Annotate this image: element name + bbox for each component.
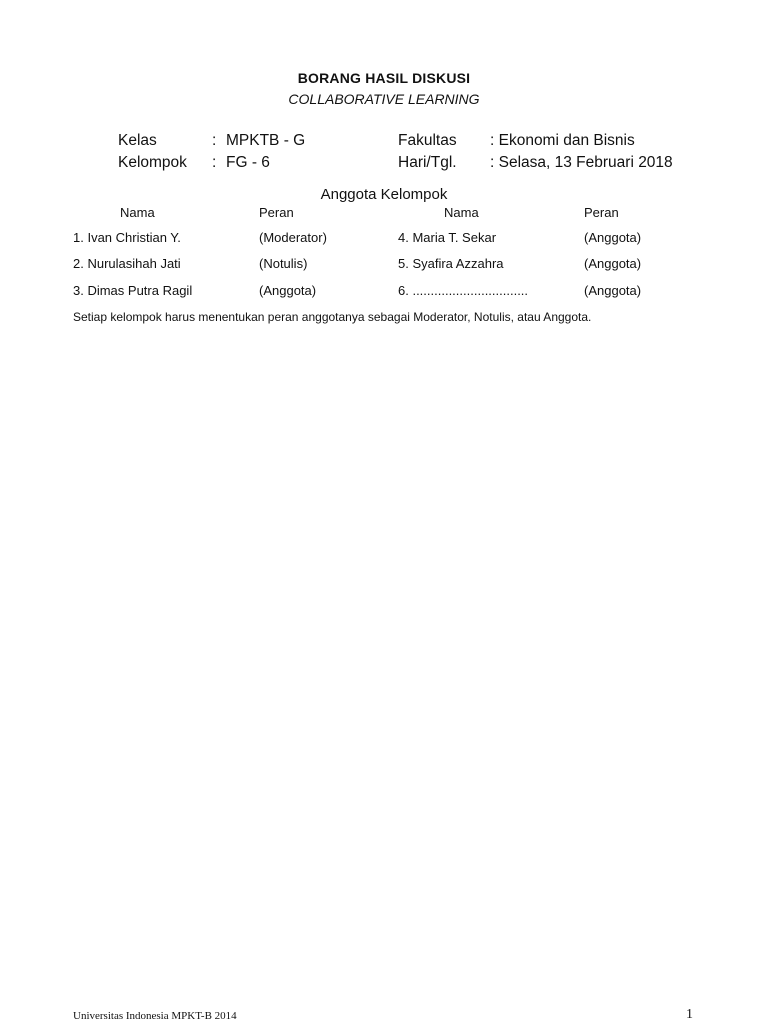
kelompok-separator: : — [212, 154, 217, 171]
member-role: (Anggota) — [584, 230, 642, 245]
kelompok-label: Kelompok — [118, 154, 187, 171]
column-header-nama-2: Nama — [444, 205, 479, 220]
member-role: (Anggota) — [584, 283, 642, 298]
member-name: 1. Ivan Christian Y. — [73, 230, 181, 245]
member-name: 6. ................................ — [398, 283, 529, 298]
instruction-note: Setiap kelompok harus menentukan peran anggotanya sebagai Moderator, Notulis, atau Anggota. — [73, 310, 592, 324]
members-section-title: Anggota Kelompok — [320, 186, 448, 203]
kelas-label: Kelas — [118, 132, 157, 149]
column-header-nama: Nama — [120, 205, 155, 220]
column-header-peran-2: Peran — [584, 205, 619, 220]
member-name: 3. Dimas Putra Ragil — [73, 283, 193, 298]
footer-text: Universitas Indonesia MPKT-B 2014 — [73, 1010, 237, 1022]
page-number: 1 — [686, 1007, 693, 1022]
member-name: 5. Syafira Azzahra — [398, 256, 504, 271]
document-subtitle: COLLABORATIVE LEARNING — [288, 91, 480, 107]
member-name: 2. Nurulasihah Jati — [73, 256, 181, 271]
hari-tgl-value: : Selasa, 13 Februari 2018 — [490, 154, 673, 171]
member-role: (Notulis) — [259, 256, 308, 271]
member-role: (Anggota) — [584, 256, 642, 271]
kelompok-value: FG - 6 — [226, 154, 270, 171]
member-name: 4. Maria T. Sekar — [398, 230, 497, 245]
fakultas-value: : Ekonomi dan Bisnis — [490, 132, 635, 149]
hari-tgl-label: Hari/Tgl. — [398, 154, 457, 171]
kelas-separator: : — [212, 132, 217, 149]
document-title: BORANG HASIL DISKUSI — [297, 70, 471, 86]
kelas-value: MPKTB - G — [226, 132, 306, 149]
member-role: (Anggota) — [259, 283, 317, 298]
column-header-peran: Peran — [259, 205, 294, 220]
fakultas-label: Fakultas — [398, 132, 457, 149]
member-role: (Moderator) — [259, 230, 327, 245]
